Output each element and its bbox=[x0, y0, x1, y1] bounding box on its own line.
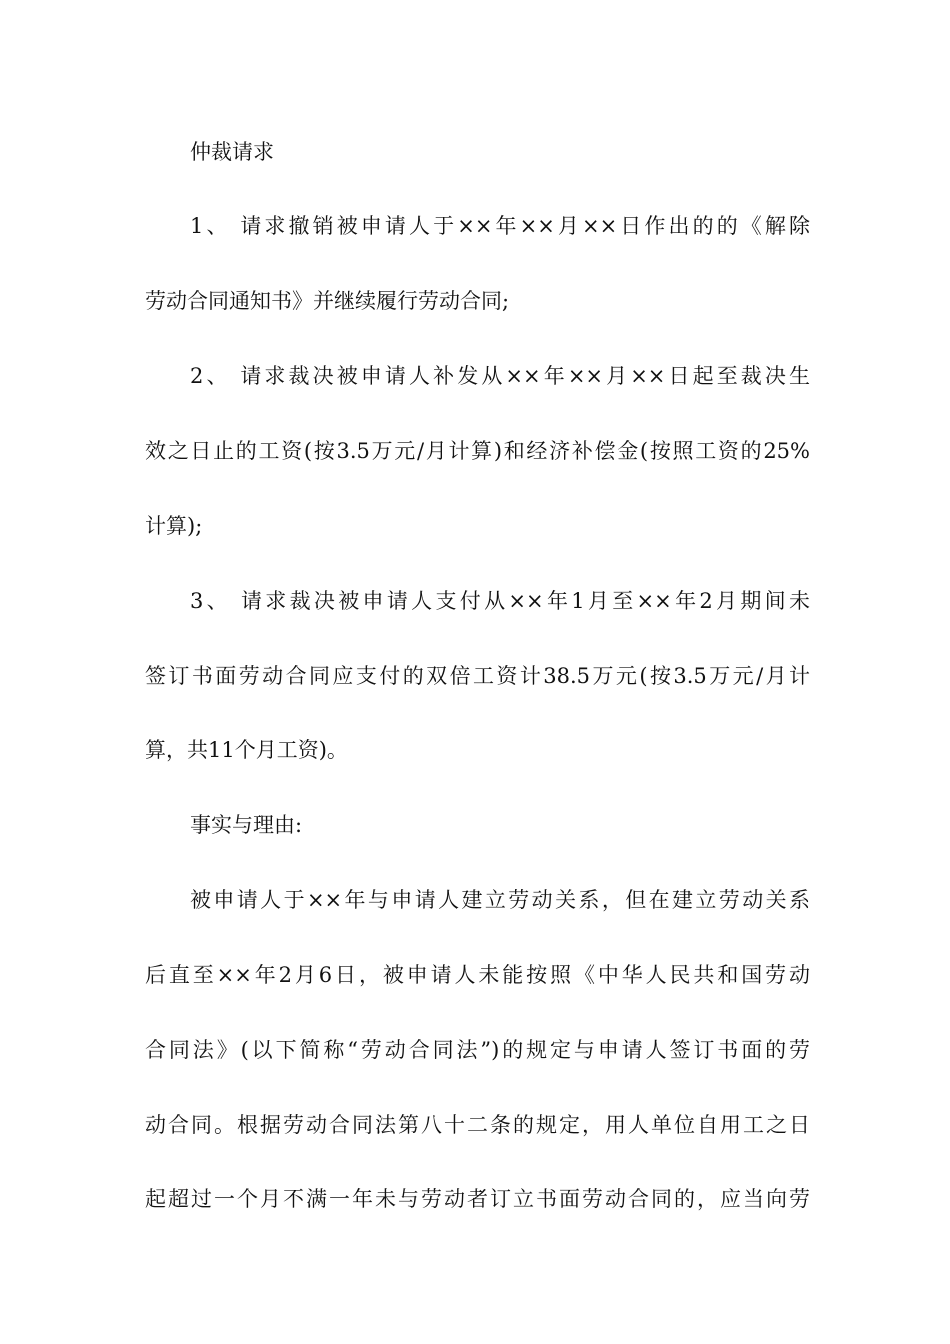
section-heading-arbitration-requests: 仲裁请求 bbox=[190, 140, 274, 164]
facts-line-1: 被申请人于××年与申请人建立劳动关系，但在建立劳动关系 bbox=[190, 888, 810, 912]
request-3-line-1: 3、 请求裁决被申请人支付从××年1月至××年2月期间未 bbox=[190, 589, 810, 613]
facts-line-4: 动合同。根据劳动合同法第八十二条的规定，用人单位自用工之日 bbox=[145, 1113, 810, 1137]
request-3-line-2: 签订书面劳动合同应支付的双倍工资计38.5万元(按3.5万元/月计 bbox=[145, 664, 810, 688]
section-heading-facts-and-reasons: 事实与理由: bbox=[190, 813, 303, 837]
request-1-line-2: 劳动合同通知书》并继续履行劳动合同; bbox=[145, 289, 510, 313]
request-2-line-2: 效之日止的工资(按3.5万元/月计算)和经济补偿金(按照工资的25% bbox=[145, 439, 810, 463]
facts-line-2: 后直至××年2月6日，被申请人未能按照《中华人民共和国劳动 bbox=[145, 963, 810, 987]
facts-line-3: 合同法》(以下简称“劳动合同法”)的规定与申请人签订书面的劳 bbox=[145, 1038, 810, 1062]
request-2-line-3: 计算); bbox=[145, 514, 203, 538]
facts-line-5: 起超过一个月不满一年未与劳动者订立书面劳动合同的，应当向劳 bbox=[145, 1187, 810, 1211]
request-3-line-3: 算，共11个月工资)。 bbox=[145, 738, 348, 762]
request-2-line-1: 2、 请求裁决被申请人补发从××年××月××日起至裁决生 bbox=[190, 364, 810, 388]
request-1-line-1: 1、 请求撤销被申请人于××年××月××日作出的的《解除 bbox=[190, 214, 810, 238]
